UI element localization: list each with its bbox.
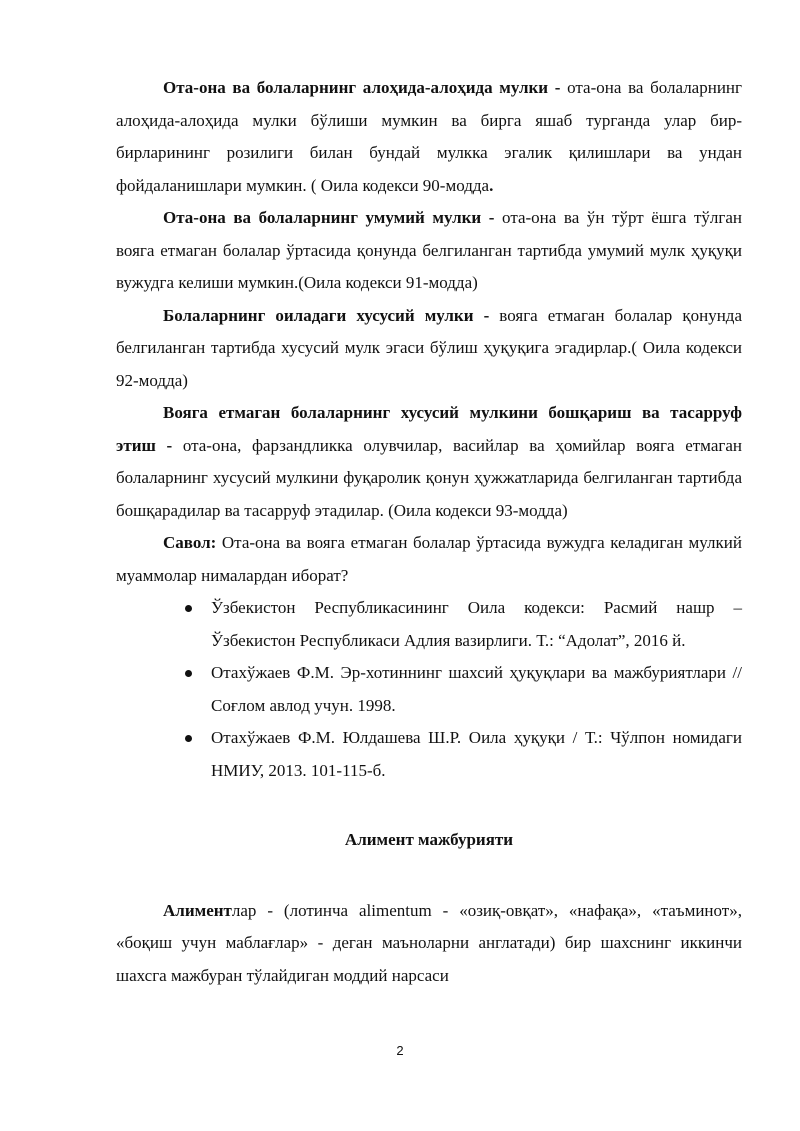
term-alimony: Алимент: [163, 900, 232, 920]
term-common-property: Ота-она ва болаларнинг умумий мулки -: [163, 208, 495, 227]
term-private-property: Болаларнинг оиладаги хусусий мулки -: [163, 305, 490, 325]
reference-text: Ўзбекистон Республикасининг Оила кодекси: Расмий нашр – Ўзбекистон Республикаси Адлия вазирлиги. Т.: “Адолат”, 2016 й.: [211, 598, 742, 650]
term-property-management: Вояга етмаган болаларнинг хусусий мулкини бошқариш ва тасарруф этиш -: [116, 403, 742, 455]
paragraph-separate-property: [116, 72, 742, 202]
paragraph-property-management: [116, 397, 742, 527]
paragraph-alimony: [116, 895, 742, 993]
definition-alimony: лар - (лотинча alimentum - «озиқ-овқат», «нафақа», «таъминот», «боқиш учун маблағлар» - деган маъноларни англатади) бир шахснинг иккинчи шахсга мажбуран тўлайдиган моддий нарсаси: [116, 900, 742, 985]
page-number: 2: [396, 1043, 404, 1058]
definition-separate-property: ота-она ва болаларнинг алоҳида-алоҳида мулки бўлиши мумкин ва бирга яшаб турганда улар бир-бирларининг розилиги билан бундай мулкка эгалик қилишлари ва ундан фойдаланишлари мумкин. ( Оила кодекси 90-модда: [116, 78, 742, 195]
bullet-icon: [185, 670, 192, 677]
question-paragraph: [116, 527, 742, 592]
term-separate-property: Ота-она ва болаларнинг алоҳида-алоҳида мулки -: [163, 78, 561, 97]
section-heading: Алимент мажбурияти: [344, 830, 514, 849]
bullet-icon: [185, 735, 192, 742]
paragraph-private-property: [116, 300, 742, 398]
paragraph-end-mark: .: [489, 175, 494, 195]
reference-item: [163, 592, 742, 657]
question-label: Савол:: [163, 533, 217, 552]
definition-private-property: вояга етмаган болалар қонунда белгиланган тартибда хусусий мулк эгаси бўлиш ҳуқуқига эгадирлар.( Оила кодекси 92-модда): [116, 305, 742, 390]
question-text: Ота-она ва вояга етмаган болалар ўртасида вужудга келадиган мулкий муаммолар нималардан иборат?: [116, 533, 742, 585]
definition-common-property: ота-она ва ўн тўрт ёшга тўлган вояга етмаган болалар ўртасида қонунда белгиланган тартибда умумий мулк ҳуқуқи вужудга келиши мумкин.(Оила кодекси 91-модда): [116, 208, 743, 292]
page-content: [116, 72, 742, 992]
definition-property-management: ота-она, фарзандликка олувчилар, васийлар ва ҳомийлар вояга етмаган болаларнинг хусусий мулкини фуқаролик қонун ҳужжатларида белгиланган тартибда бошқарадилар ва тасарруф этадилар. (Оила кодекси 93-модда): [116, 435, 742, 520]
reference-text: Отахўжаев Ф.М. Юлдашева Ш.Р. Оила ҳуқуқи / Т.: Чўлпон номидаги НМИУ, 2013. 101-115-б.: [211, 728, 742, 780]
reference-item: [163, 722, 742, 787]
bullet-icon: [185, 605, 192, 612]
paragraph-common-property: [116, 202, 742, 300]
reference-text: Отахўжаев Ф.М. Эр-хотиннинг шахсий ҳуқуқлари ва мажбуриятлари // Соғлом авлод учун. 1998.: [211, 663, 742, 715]
reference-list: [116, 592, 742, 787]
reference-item: [163, 657, 742, 722]
